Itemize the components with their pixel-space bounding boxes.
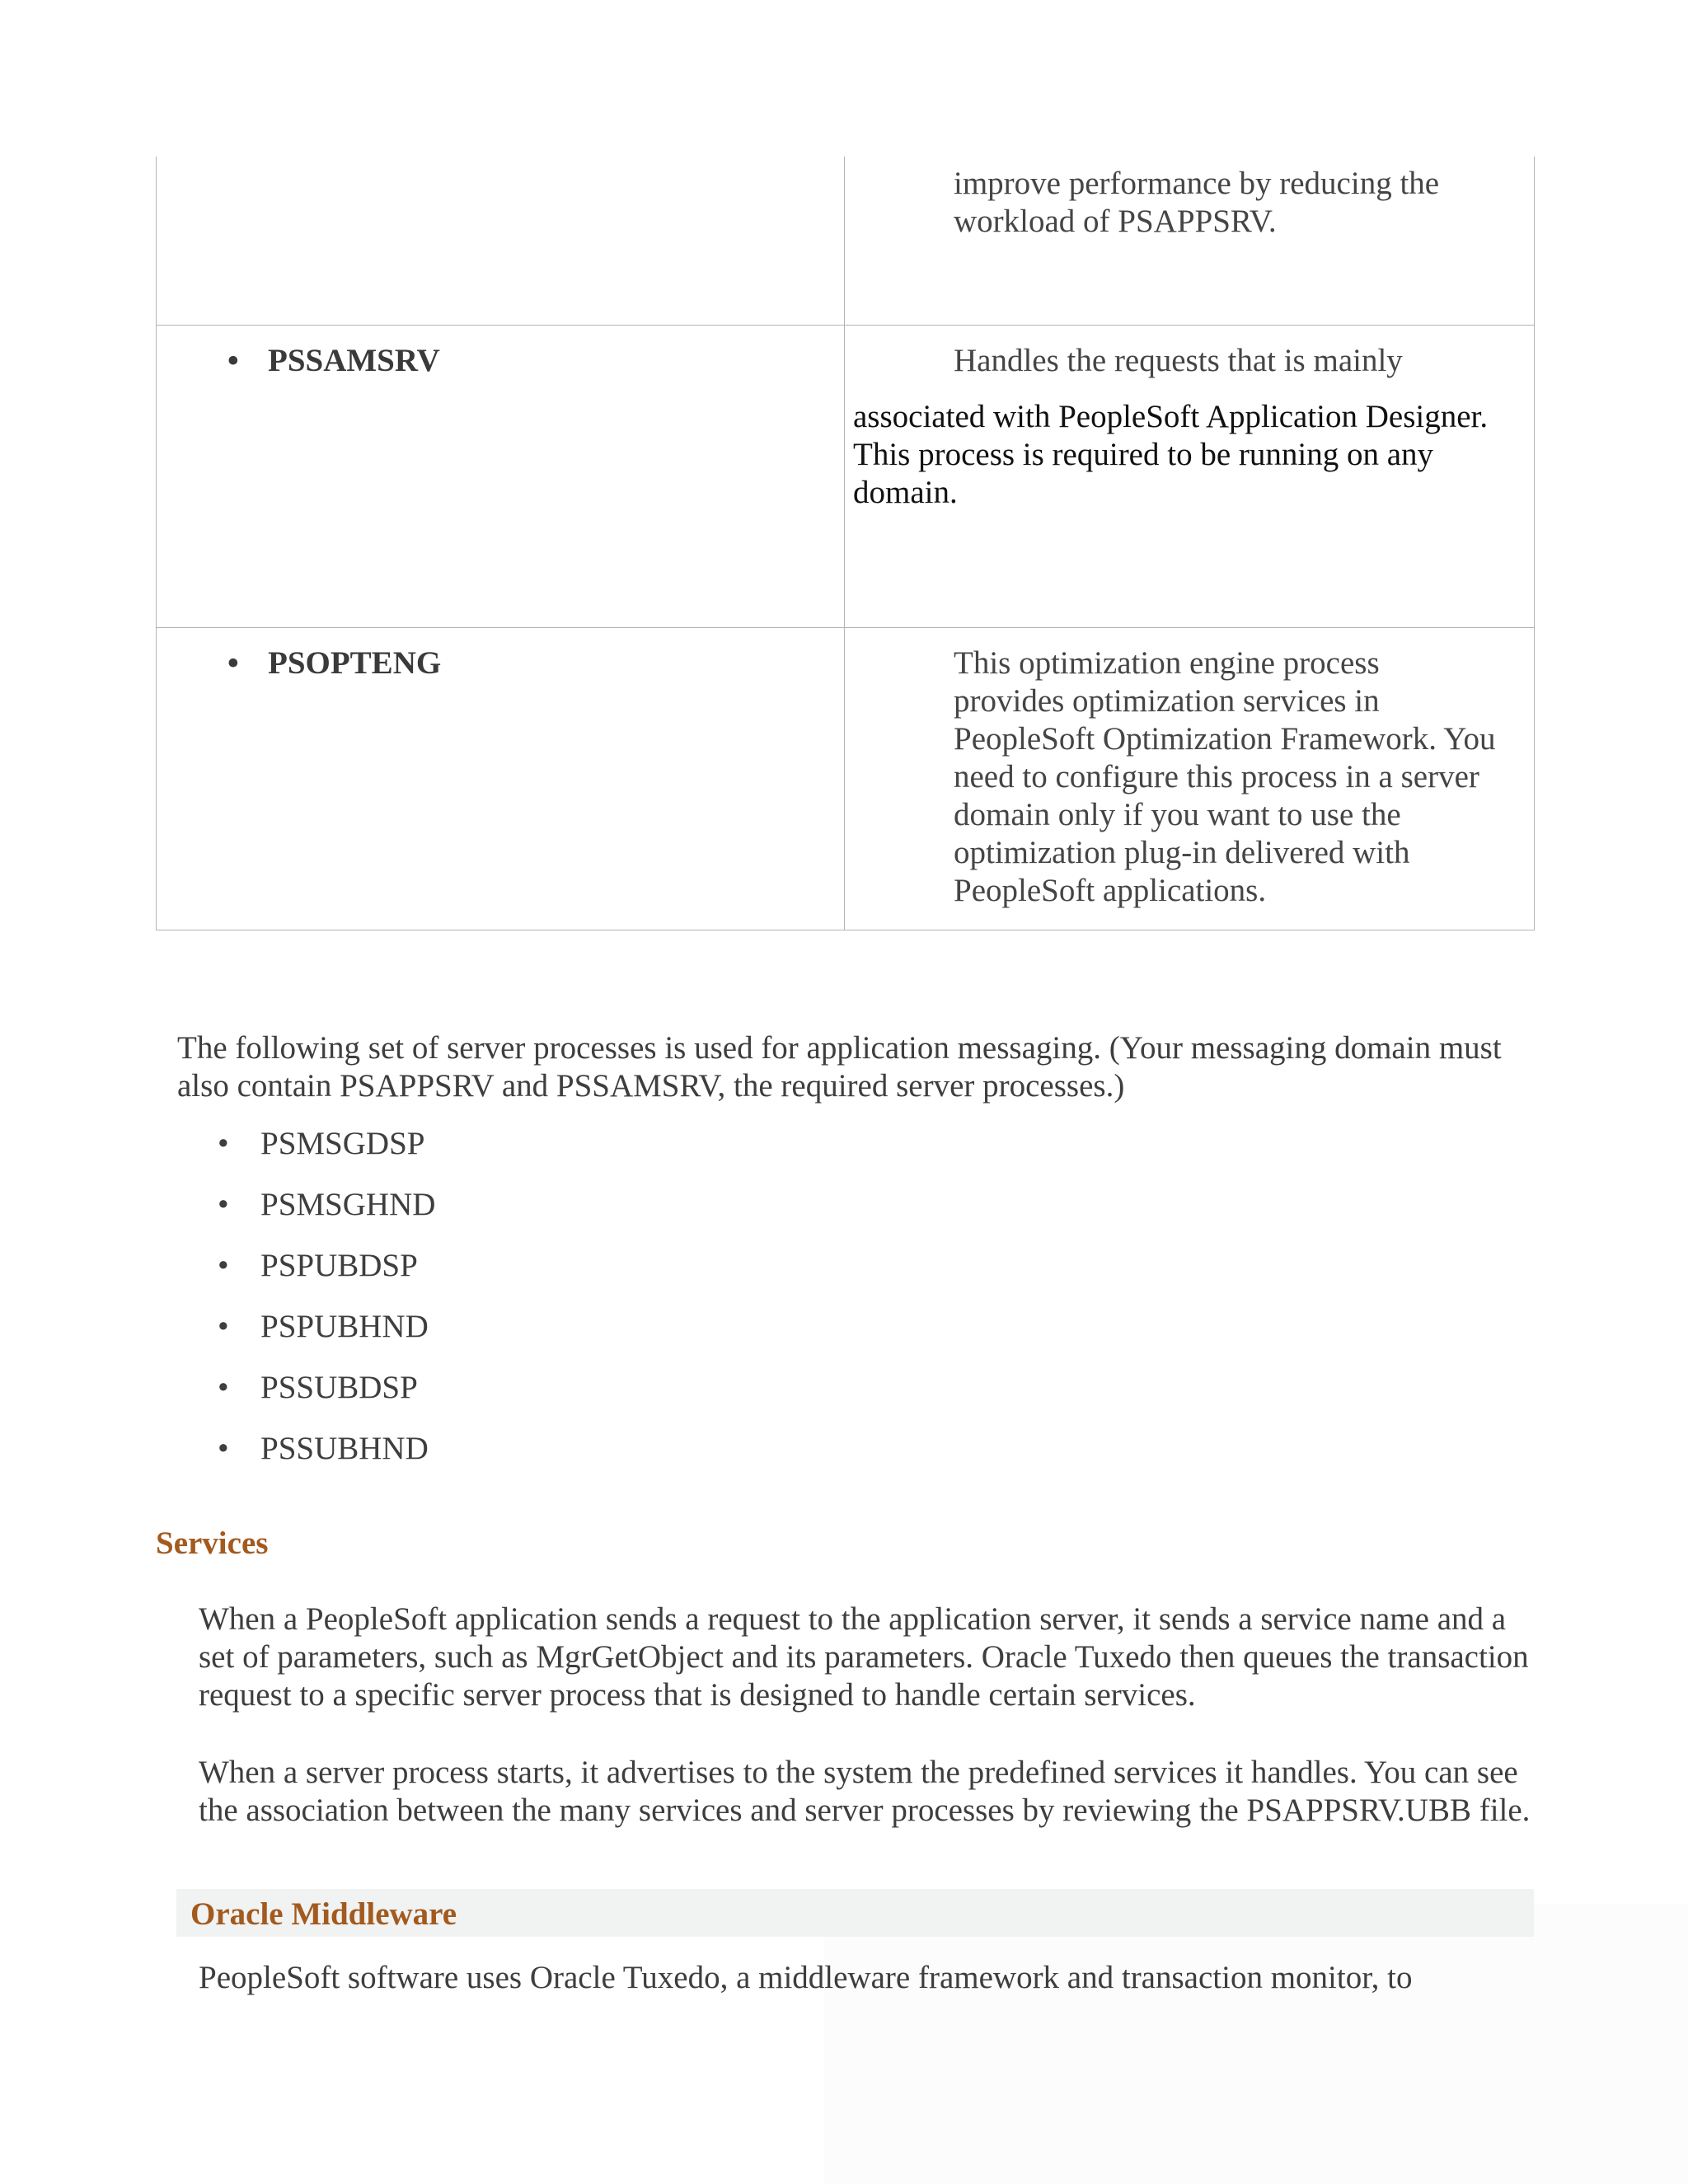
- list-item-label: PSMSGHND: [260, 1187, 436, 1222]
- middleware-heading: Oracle Middleware: [190, 1896, 457, 1932]
- table-row: [157, 157, 1535, 326]
- services-paragraph-1: When a PeopleSoft application sends a request to the application server, it sends a service name and a set of parameters, such as MgrGetObject and its parameters. Oracle Tuxedo then queues the transaction request to a specific server process that is designed to handle certain services.: [199, 1601, 1529, 1713]
- list-item: [218, 1186, 435, 1247]
- process-description: This optimization engine process provides optimization services in PeopleSoft Optimization Framework. You need to configure this process in a server domain only if you want to use the optimization plug-in delivered with PeopleSoft applications.: [954, 645, 1496, 908]
- list-item-label: PSMSGDSP: [260, 1126, 425, 1161]
- server-process-table: [156, 157, 1535, 930]
- table-row: [157, 326, 1535, 628]
- list-item-label: PSSUBDSP: [260, 1370, 418, 1405]
- process-name: [227, 342, 440, 380]
- process-description-first-line: Handles the requests that is mainly: [954, 343, 1403, 378]
- process-name-cell: [157, 628, 845, 930]
- bullet-icon: •: [227, 645, 239, 681]
- middleware-paragraph-1: PeopleSoft software uses Oracle Tuxedo, a middleware framework and transaction monitor, to: [199, 1960, 1413, 1995]
- list-item-label: PSSUBHND: [260, 1431, 429, 1466]
- list-item-label: PSPUBDSP: [260, 1248, 418, 1283]
- list-item: [218, 1430, 435, 1491]
- process-name-cell: [157, 326, 845, 628]
- process-description-rest: associated with PeopleSoft Application Designer. This process is required to be running on any domain.: [853, 399, 1489, 510]
- messaging-process-list: [218, 1125, 435, 1491]
- list-item: [218, 1369, 435, 1430]
- messaging-intro: The following set of server processes is used for application messaging. (Your messaging domain must also contain PSAPPSRV and PSSAMSRV, the required server processes.): [177, 1030, 1502, 1104]
- bullet-icon: •: [218, 1248, 229, 1283]
- list-item: [218, 1247, 435, 1308]
- process-name: [227, 644, 441, 682]
- list-item-label: PSPUBHND: [260, 1309, 429, 1344]
- process-name-cell: [157, 157, 845, 326]
- bullet-icon: •: [218, 1431, 229, 1466]
- bullet-icon: •: [218, 1370, 229, 1405]
- bullet-icon: •: [218, 1187, 229, 1222]
- bullet-icon: •: [218, 1126, 229, 1161]
- services-paragraph-2: When a server process starts, it advertises to the system the predefined services it handles. You can see the association between the many services and server processes by reviewing the PSAPPSRV.UBB file.: [199, 1755, 1531, 1828]
- process-description-cell: [845, 628, 1535, 930]
- list-item: [218, 1308, 435, 1369]
- table-row: [157, 628, 1535, 930]
- process-name-text: PSSAMSRV: [268, 343, 440, 378]
- list-item: [218, 1125, 435, 1186]
- process-description-cell: [845, 157, 1535, 326]
- services-heading: Services: [156, 1526, 269, 1561]
- bullet-icon: •: [218, 1309, 229, 1344]
- bullet-icon: •: [227, 343, 239, 378]
- process-description-cell: [845, 326, 1535, 628]
- process-name-text: PSOPTENG: [268, 645, 442, 681]
- background-panel: [824, 1904, 1688, 2184]
- process-description: improve performance by reducing the workload of PSAPPSRV.: [954, 166, 1440, 239]
